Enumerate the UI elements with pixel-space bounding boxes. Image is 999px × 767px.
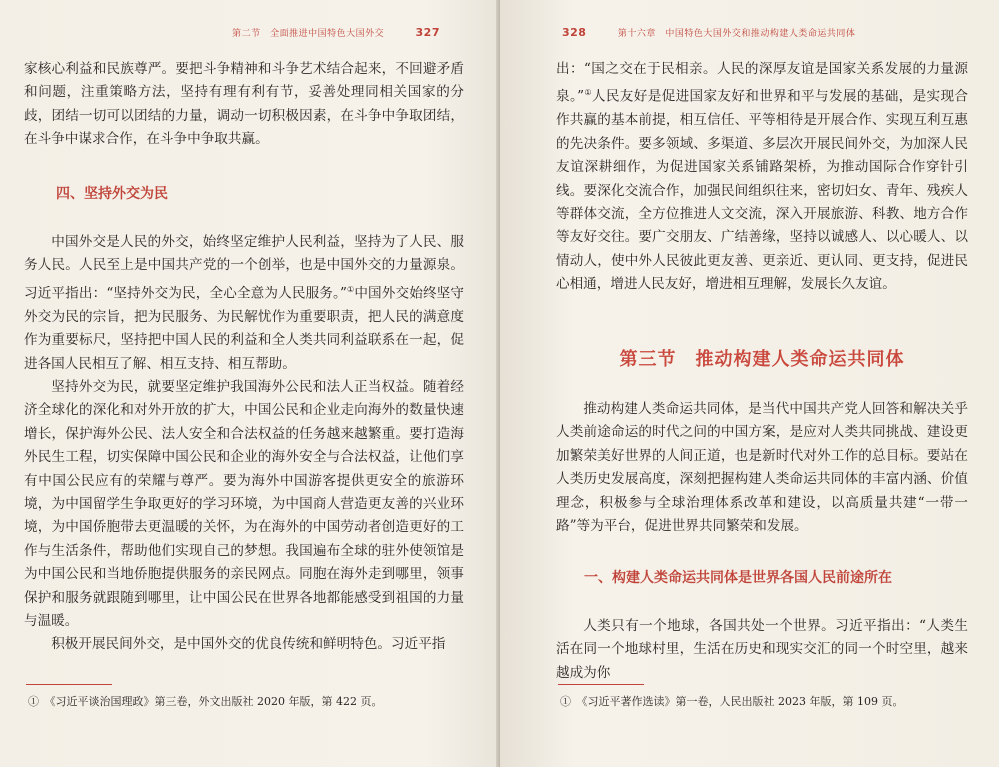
left-page-number: 327 [415,26,440,39]
left-running-header [232,26,440,39]
right-paragraph-1 [556,58,968,297]
left-paragraph-2 [24,231,464,376]
right-paragraph-1-b: 人民友好是促进国家友好和世界和平与发展的基础，是实现合作共赢的基本前提，相互信任、平等相待是开展合作、实现互利互惠的先决条件。要多领域、多渠道、多层次开展民间外交，为加深人民友谊深耕细作，为促进国家关系铺路架桥，为推动国际合作穿针引线。要深化交流合作，加强民间组织往来，密切妇女、青年、残疾人等群体交流，全方位推进人文交流，深入开展旅游、科教、地方合作等友好交往。要广交朋友、广结善缘，坚持以诚感人、以心暖人、以情动人，使中外人民彼此更友善、更亲近、更认同、更支持，促进民心相通，增进人民友好，增进相互理解，发展长久友谊。 [556,88,969,293]
right-heading-block [584,567,968,590]
right-body-top [556,58,968,297]
right-subheading: 一、构建人类命运共同体是世界各国人民前途所在 [584,570,892,586]
right-footnote: ① 《习近平著作选读》第一卷，人民出版社 2023 年版，第 109 页。 [560,695,904,708]
right-page [500,0,999,767]
right-paragraph-1-a: 出：“国之交在于民相亲。人民的深厚友谊是国家关系发展的力量源泉。” [556,61,968,105]
right-page-number: 328 [562,26,587,39]
right-paragraph-2: 推动构建人类命运共同体，是当代中国共产党人回答和解决关乎人类前途命运的时代之问的中国方案，是应对人类共同挑战、建设更加繁荣美好世界的人间正道，也是新时代对外工作的总目标。要站在人类历史发展高度，深刻把握构建人类命运共同体的丰富内涵、价值理念，积极参与全球治理体系改革和建设，以高质量共建“一带一路”等为平台，促进世界共同繁荣和发展。 [556,401,968,535]
right-running-header [562,26,855,39]
left-header-section: 第二节 全面推进中国特色大国外交 [232,29,385,39]
left-paragraph-2-a: 中国外交是人民的外交，始终坚定维护人民利益，坚持为了人民、服务人民。人民至上是中国共产党的一个创举，也是中国外交的力量源泉。习近平指出：“坚持外交为民，全心全意为人民服务。” [24,234,464,302]
left-paragraph-3: 坚持外交为民，就要坚定维护我国海外公民和法人正当权益。随着经济全球化的深化和对外开放的扩大，中国公民和企业走向海外的数量快速增长，保护海外公民、法人安全和合法权益的任务越来越繁重。要打造海外民生工程，切实保障中国公民和企业的海外安全与合法权益，让他们享有中国公民应有的荣耀与尊严。要为海外中国游客提供更安全的旅游环境，为中国留学生争取更好的学习环境，为中国商人营造更友善的兴业环境，为中国侨胞带去更温暖的关怀，为在海外的中国劳动者创造更好的工作与生活条件，帮助他们实现自己的梦想。我国遍布全球的驻外使领馆是为中国公民和当地侨胞提供服务的亲民网点。同胞在海外走到哪里，领事保护和服务就跟随到哪里，让中国公民在世界各地都能感受到祖国的力量与温暖。 [24,378,464,630]
footnote-marker: ① [346,284,355,294]
left-paragraph-4: 积极开展民间外交，是中国外交的优良传统和鲜明特色。习近平指 [51,636,446,653]
left-paragraph-1: 家核心利益和民族尊严。要把斗争精神和斗争艺术结合起来，不回避矛盾和问题，注重策略方法，坚持有理有利有节，妥善处理同相关国家的分歧，团结一切可以团结的力量，调动一切积极因素，在斗争中争取团结，在斗争中谋求合作，在斗争中争取共赢。 [24,61,464,148]
right-body-main [556,398,968,538]
right-body-bottom [556,615,968,685]
left-paragraph-2-b: 中国外交始终坚守外交为民的宗旨，把为民服务、为民解忧作为重要职责，把人民的满意度作为重要标尺，坚持把中国人民的利益和全人类共同利益联系在一起，促进各国人民相互了解、相互支持、相互帮助。 [24,285,464,372]
left-body-top [24,58,464,152]
right-header-chapter: 第十六章 中国特色大国外交和推动构建人类命运共同体 [617,29,856,39]
left-footnote-rule [26,684,112,685]
left-subheading: 四、坚持外交为民 [56,186,168,202]
right-section-title-block [556,348,968,371]
left-heading-block [56,183,496,206]
footnote-marker: ① [584,88,592,98]
left-footnote: ① 《习近平谈治国理政》第三卷，外文出版社 2020 年版，第 422 页。 [28,695,383,708]
left-body-main [24,231,464,657]
right-footnote-rule [558,684,644,685]
section-title: 第三节 推动构建人类命运共同体 [619,349,905,370]
right-paragraph-3: 人类只有一个地球，各国共处一个世界。习近平指出：“人类生活在同一个地球村里，生活在历史和现实交汇的同一个时空里，越来越成为你 [556,618,968,681]
